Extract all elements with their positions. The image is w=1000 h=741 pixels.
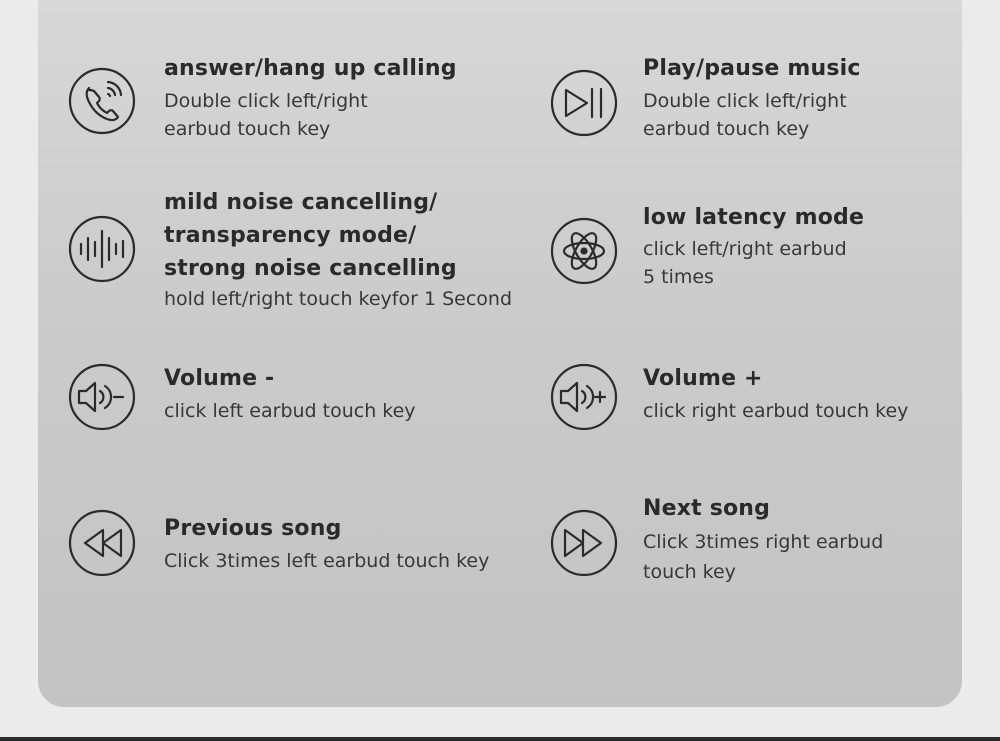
item-desc: Click 3times left earbud touch key <box>164 550 490 572</box>
item-play-pause <box>643 52 861 143</box>
item-desc: click right earbud touch key <box>643 400 909 422</box>
item-title: Previous song <box>164 516 342 541</box>
item-desc: 5 times <box>643 266 714 288</box>
item-next-song <box>643 492 883 587</box>
volume-up-icon <box>549 362 619 432</box>
item-title: strong noise cancelling <box>164 256 457 281</box>
item-desc: Click 3times right earbud <box>643 531 884 553</box>
previous-song-icon <box>67 508 137 578</box>
item-title: answer/hang up calling <box>164 56 457 81</box>
item-title: Play/pause music <box>643 56 861 81</box>
item-title: Next song <box>643 496 771 521</box>
item-desc: touch key <box>643 561 736 583</box>
item-previous-song <box>164 512 489 575</box>
item-title: Volume - <box>164 366 275 391</box>
item-volume-down <box>164 362 416 425</box>
item-volume-up <box>643 362 908 425</box>
item-desc: Double click left/right <box>164 90 368 112</box>
item-desc: Double click left/right <box>643 90 847 112</box>
item-desc: earbud touch key <box>164 118 331 140</box>
bottom-divider <box>0 737 1000 741</box>
noise-cancel-icon <box>67 214 137 284</box>
item-desc: click left earbud touch key <box>164 400 416 422</box>
item-title: mild noise cancelling/ <box>164 190 438 215</box>
item-title: low latency mode <box>643 205 865 230</box>
item-desc: click left/right earbud <box>643 238 847 260</box>
item-desc: hold left/right touch keyfor 1 Second <box>164 288 513 310</box>
item-title: transparency mode/ <box>164 223 417 248</box>
item-title: Volume + <box>643 366 763 391</box>
play-pause-icon <box>549 68 619 138</box>
phone-icon <box>67 66 137 136</box>
volume-down-icon <box>67 362 137 432</box>
item-answer-call <box>164 52 457 143</box>
item-low-latency <box>643 201 864 291</box>
next-song-icon <box>549 508 619 578</box>
item-noise-cancel <box>164 186 512 313</box>
atom-latency-icon <box>549 216 619 286</box>
item-desc: earbud touch key <box>643 118 810 140</box>
